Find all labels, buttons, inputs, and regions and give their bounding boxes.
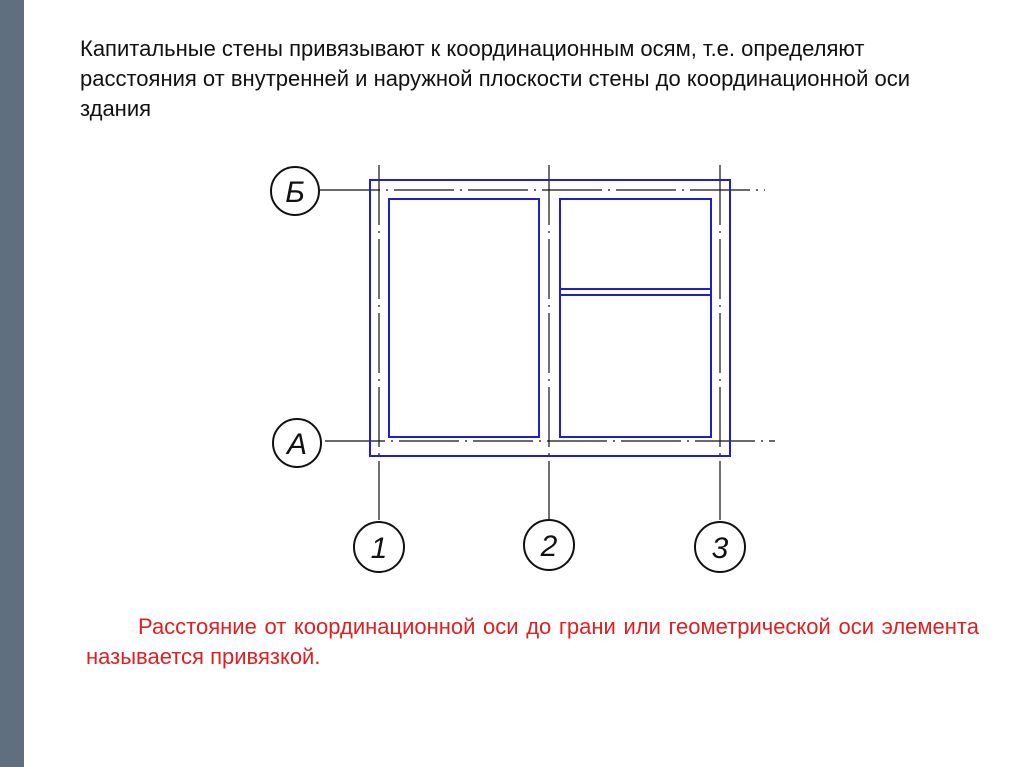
axis-label-3: 3 (711, 532, 729, 565)
building-walls (370, 180, 730, 456)
axis-marker-labels (285, 176, 729, 565)
axis-label-b: Б (285, 176, 305, 209)
intro-text: Капитальные стены привязывают к координационным осям, т.е. определяют расстояния от внутренней и наружной плоскости стены до координационной оси здания (80, 36, 911, 121)
room-left (389, 199, 539, 437)
axis-label-a: А (286, 428, 308, 461)
outer-wall (370, 180, 730, 456)
axis-label-1: 1 (370, 532, 388, 565)
room-right (560, 199, 711, 437)
definition-text: Расстояние от координационной оси до грани или геометрической оси элемента называется привязкой. (86, 614, 979, 669)
axis-label-2: 2 (540, 530, 558, 563)
axis-markers (271, 167, 745, 572)
